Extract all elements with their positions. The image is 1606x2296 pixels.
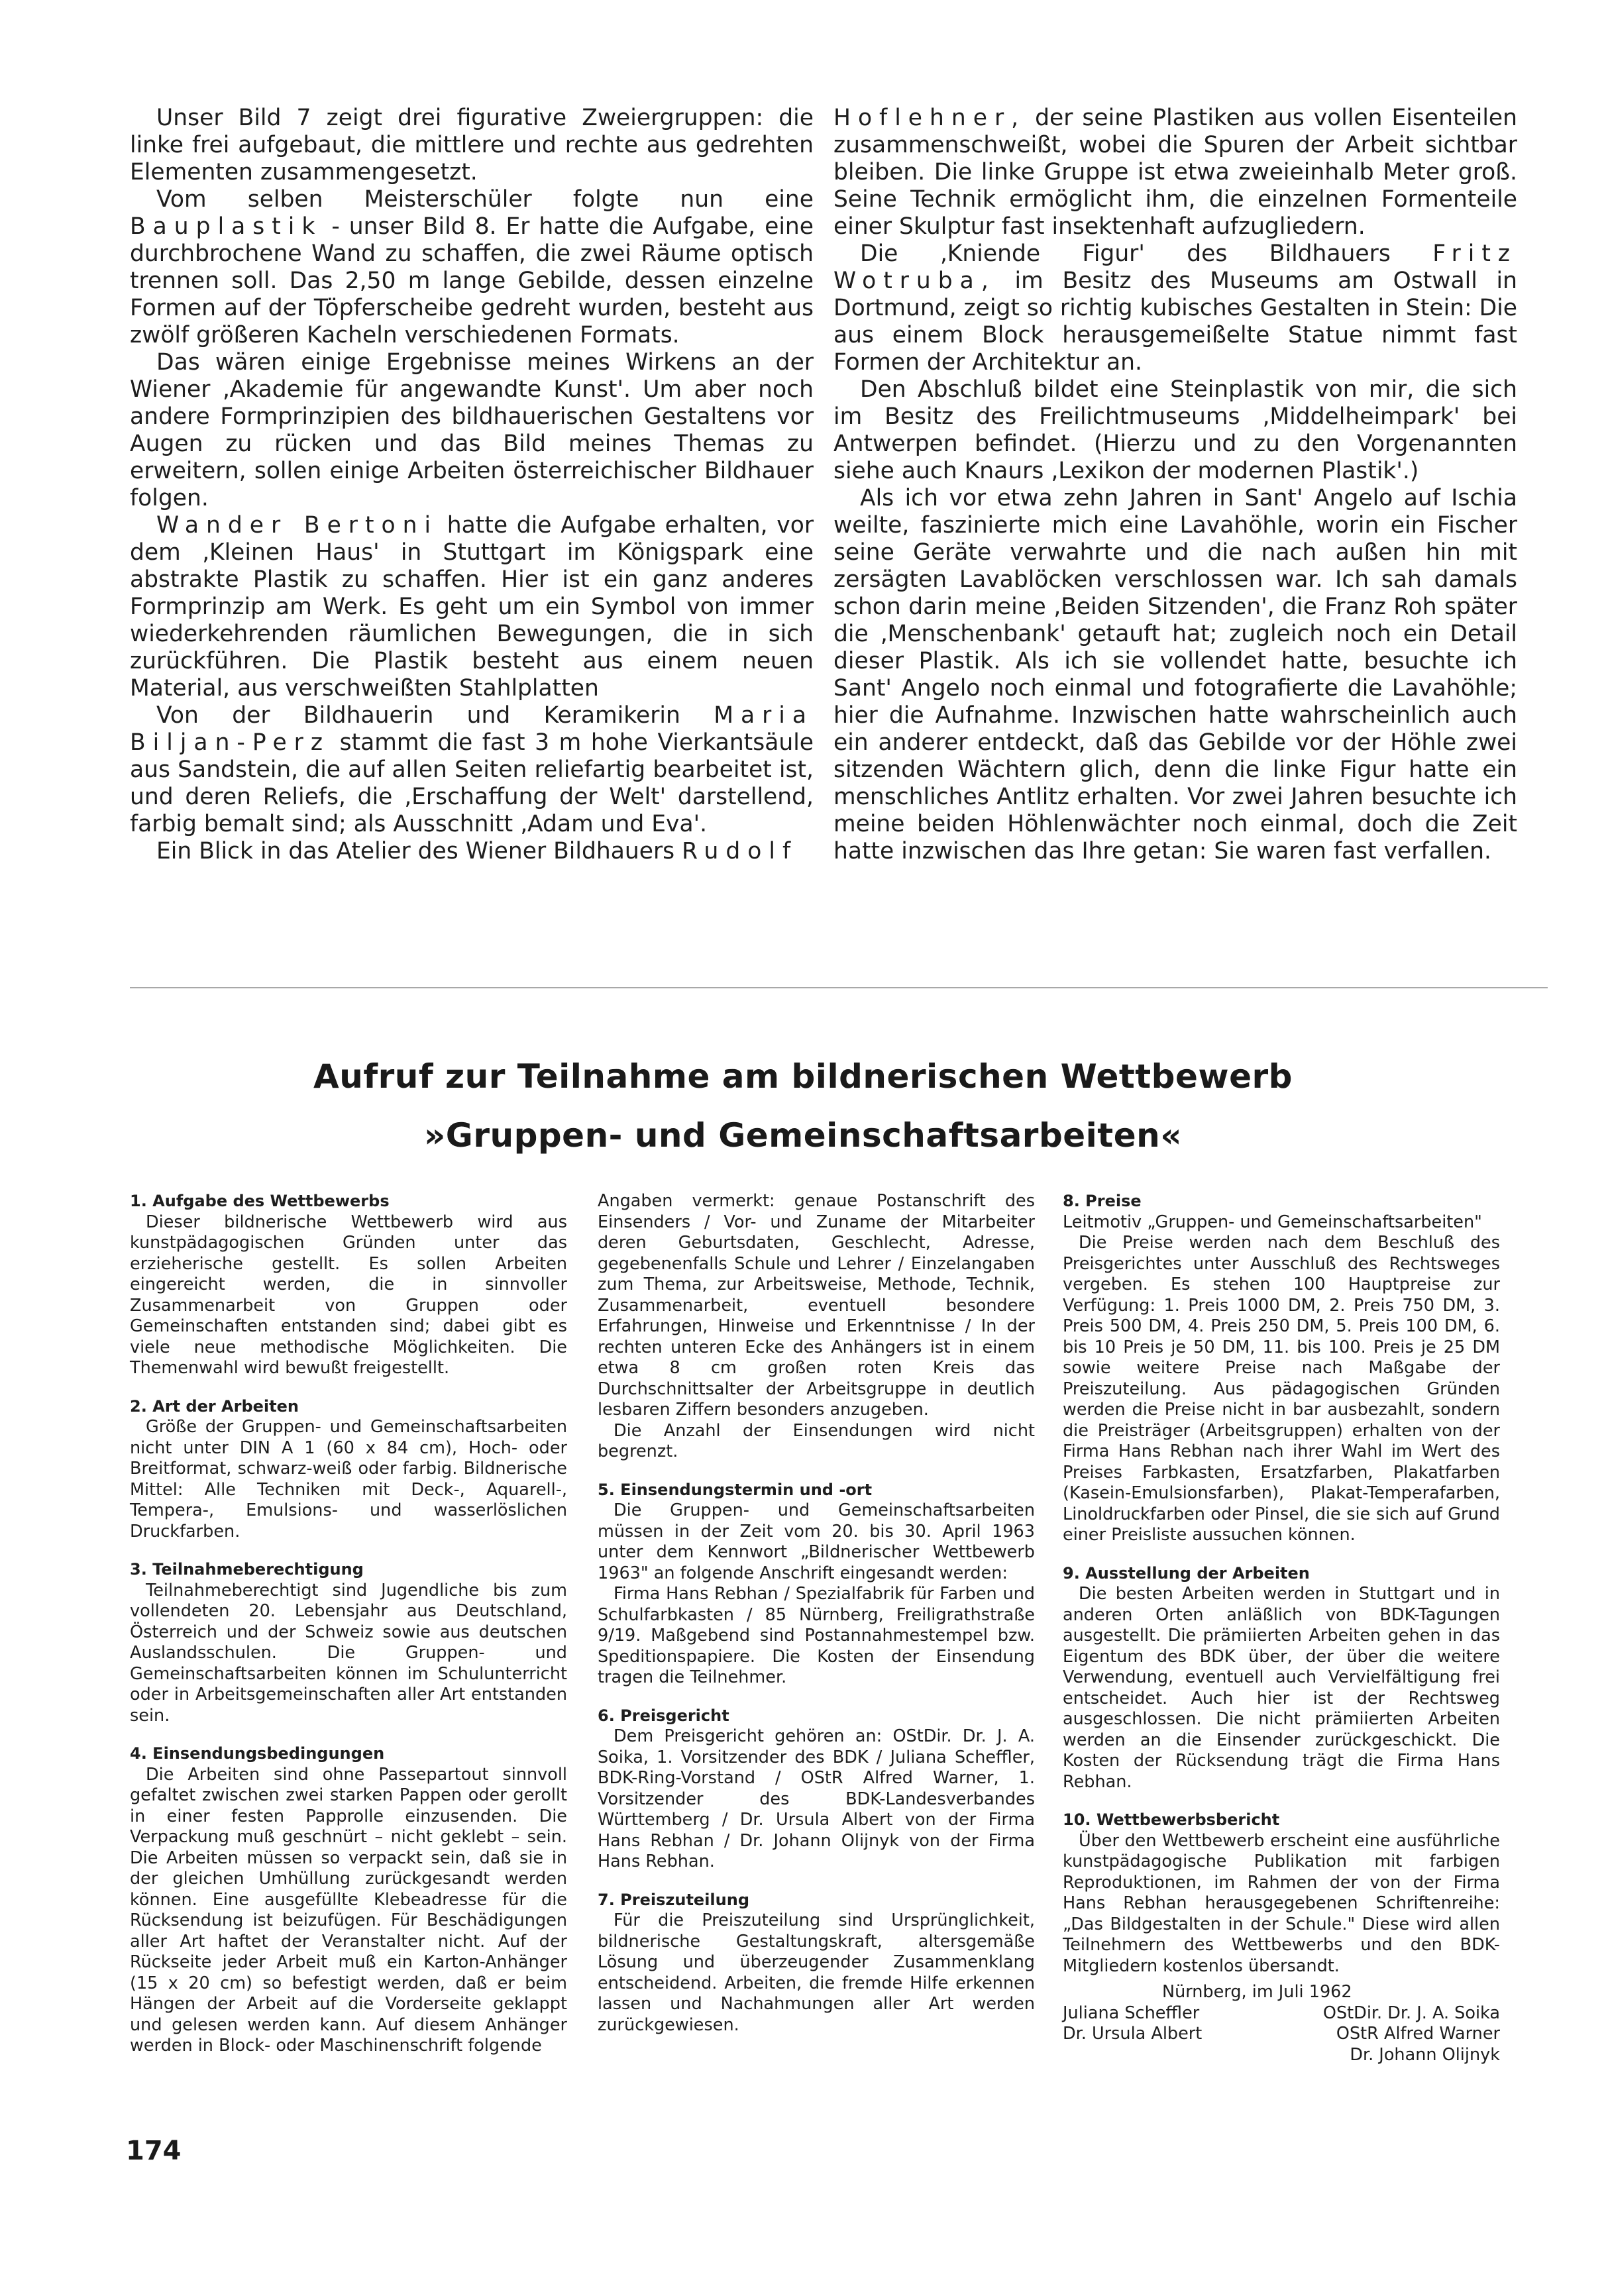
signature-row bbox=[1063, 2003, 1500, 2024]
paragraph: Wander Bertoni hatte die Aufgabe erhalten, vor dem ‚Kleinen Haus' in Stuttgart im Königspark eine abstrakte Plastik zu schaffen. Hier ist ein ganz anderes Formprinzip am Werk. Es geht um ein Symbol von immer wiederkehrenden räumlichen Bewegungen, die in sich zurückführen. Die Plastik besteht aus einem neuen Material, aus verschweißten Stahlplatten bbox=[130, 512, 814, 702]
section-text: Die Preise werden nach dem Beschluß des Preisgerichtes unter Ausschluß des Rechtsweges vergeben. Es stehen 100 Hauptpreise zur Verfügung: 1. Preis 1000 DM, 2. Preis 750 DM, 3. Preis 500 DM, 4. Preis 250 DM, 5. Preis 100 DM, 6. bis 10 Preis je 50 DM, 11. bis 100. Preis je 25 DM sowie weitere Preise nach Maßgabe der Preiszuteilung. Aus pädagogischen Gründen werden die Preise nicht in bar ausbezahlt, sondern die Preisträger (Arbeitsgruppen) erhalten von der Firma Hans Rebhan nach ihrer Wahl im Wert des Preises Farbkasten, Ersatzfarben, Plakatfarben (Kasein-Emulsionsfarben), Plakat-Temperafarben, Linoldruckfarben oder Pinsel, die sie sich auf Grund einer Preisliste aussuchen können. bbox=[1063, 1233, 1500, 1545]
announcement-title: Aufruf zur Teilnahme am bildnerischen Wettbewerb bbox=[313, 1057, 1293, 1096]
signatory: OStR Alfred Warner bbox=[1336, 2024, 1500, 2044]
section-title: 9. Ausstellung der Arbeiten bbox=[1063, 1563, 1310, 1583]
paragraph: Ein Blick in das Atelier des Wiener Bildhauers Rudolf bbox=[156, 838, 798, 864]
section-title: 4. Einsendungsbedingungen bbox=[130, 1744, 385, 1763]
section-title: 1. Aufgabe des Wettbewerbs bbox=[130, 1192, 390, 1210]
section-title: 5. Einsendungstermin und -ort bbox=[598, 1480, 873, 1499]
signatory: Dr. Ursula Albert bbox=[1063, 2024, 1203, 2044]
section-text: Dem Preisgericht gehören an: OStDir. Dr. J. A. Soika, 1. Vorsitzender des BDK / Juliana Scheffler, BDK-Ring-Vorstand / OStR Alfred Warner, 1. Vorsitzender des BDK-Landesverbandes Württemberg / Dr. Ursula Albert von der Firma Hans Rebhan / Dr. Johann Olijnyk von der Firma Hans Rebhan. bbox=[598, 1726, 1035, 1871]
signatory: OStDir. Dr. J. A. Soika bbox=[1322, 2003, 1500, 2023]
section-title: 2. Art der Arbeiten bbox=[130, 1396, 299, 1416]
rules-column-3 bbox=[1063, 1191, 1500, 2065]
section-text: Teilnahmeberechtigt sind Jugendliche bis zum vollendeten 20. Lebensjahr aus Deutschland, Österreich und der Schweiz sowie aus deutschen Auslandsschulen. Die Gruppen- und Gemeinschaftsarbeiten können im Schulunterricht oder in Arbeitsgemeinschaften aller Art entstanden sein. bbox=[130, 1580, 567, 1726]
name-spaced: Wander Bertoni bbox=[156, 512, 439, 539]
name-spaced: Maria Biljan-Perz bbox=[130, 702, 814, 756]
section-title: 3. Teilnahmeberechtigung bbox=[130, 1560, 364, 1579]
section-title: 6. Preisgericht bbox=[598, 1706, 729, 1725]
section-text: Für die Preiszuteilung sind Ursprünglichkeit, bildnerische Gestaltungskraft, altersgemäße Lösung und überzeugender Zusammenklang entscheidend. Arbeiten, die fremde Hilfe erkennen lassen und Nachahmungen aller Art werden zurückgewiesen. bbox=[598, 1910, 1035, 2035]
paragraph: Den Abschluß bildet eine Steinplastik von mir, die sich im Besitz des Freilichtmuseums ‚Middelheimpark' bei Antwerpen befindet. (Hierzu und zu den Vorgenannten siehe auch Knaurs ‚Lexikon der modernen Plastik'.) bbox=[833, 376, 1517, 484]
section-text: Angaben vermerkt: genaue Postanschrift des Einsenders / Vor- und Zuname der Mitarbeiter deren Geburtsdaten, Geschlecht, Adresse, gegebenenfalls Schule und Lehrer / Einzelangaben zum Thema, zur Arbeitsweise, Methode, Technik, Zusammenarbeit, eventuell besondere Erfahrungen, Hinweise und Erkenntnisse / In der rechten unteren Ecke des Anhängers ist in einem etwa 8 cm großen roten Kreis das Durchschnittsalter der Arbeitsgruppe in deutlich lesbaren Ziffern besonders anzugeben. bbox=[598, 1191, 1035, 1420]
page-number: 174 bbox=[126, 2136, 182, 2166]
signature-date: Nürnberg, im Juli 1962 bbox=[1162, 1982, 1352, 2002]
announcement-subtitle: »Gruppen- und Gemeinschaftsarbeiten« bbox=[423, 1116, 1183, 1155]
paragraph: Vom selben Meisterschüler folgte nun eine Bauplastik - unser Bild 8. Er hatte die Aufgabe, eine durchbrochene Wand zu schaffen, die zwei Räume optisch trennen soll. Das 2,50 m lange Gebilde, dessen einzelne Formen auf der Töpferscheibe gedreht wurden, besteht aus zwölf größeren Kacheln verschiedenen Formats. bbox=[130, 186, 814, 348]
article-column-right bbox=[833, 105, 1517, 865]
section-text: Die Gruppen- und Gemeinschaftsarbeiten müssen in der Zeit vom 20. bis 30. April 1963 unter dem Kennwort „Bildnerischer Wettbewerb 1963" an folgende Anschrift eingesandt werden: bbox=[598, 1500, 1035, 1583]
article-column-left bbox=[130, 105, 814, 865]
paragraph: Von der Bildhauerin und Keramikerin Maria Biljan-Perz stammt die fast 3 m hohe Vierkantsäule aus Sandstein, die auf allen Seiten reliefartig bearbeitet ist, und deren Reliefs, die ‚Erschaffung der Welt' darstellend, farbig bemalt sind; als Ausschnitt ‚Adam und Eva'. bbox=[130, 702, 814, 837]
signature-row bbox=[1063, 2045, 1500, 2066]
signatory: Juliana Scheffler bbox=[1063, 2003, 1200, 2023]
section-text: Dieser bildnerische Wettbewerb wird aus kunstpädagogischen Gründen unter das erzieherische gestellt. Es sollen Arbeiten eingereicht werden, die in sinnvoller Zusammenarbeit von Gruppen oder Gemeinschaften entstanden sind; dabei gibt es viele neue methodische Möglichkeiten. Die Themenwahl wird bewußt freigestellt. bbox=[130, 1212, 567, 1378]
section-title: 10. Wettbewerbsbericht bbox=[1063, 1810, 1280, 1829]
name-spaced: Bauplastik bbox=[130, 213, 323, 240]
name-spaced: Rudolf bbox=[682, 838, 798, 864]
signature-row bbox=[1063, 2024, 1500, 2045]
paragraph: Das wären einige Ergebnisse meines Wirkens an der Wiener ‚Akademie für angewandte Kunst'. Um aber noch andere Formprinzipien des bildhauerischen Gestaltens vor Augen zu rücken und das Bild meines Themas zu erweitern, sollen einige Arbeiten österreichischer Bildhauer folgen. bbox=[130, 349, 814, 511]
section-text: Die Arbeiten sind ohne Passepartout sinnvoll gefaltet zwischen zwei starken Pappen oder gerollt in einer festen Papprolle einzusenden. Die Verpackung muß geschnürt – nicht geklebt – sein. Die Arbeiten müssen so verpackt sein, daß sie in der gleichen Umhüllung zurückgesandt werden können. Eine ausgefüllte Klebeadresse für die Rücksendung ist beizufügen. Für Beschädigungen aller Art haftet der Veranstalter nicht. Auf der Rückseite jeder Arbeit muß ein Karton-Anhänger (15 x 20 cm) so befestigt werden, daß er beim Hängen der Arbeit auf die Vorderseite geklappt und gelesen werden kann. Auf diesem Anhänger werden in Block- oder Maschinenschrift folgende bbox=[130, 1764, 567, 2056]
section-title: 8. Preise bbox=[1063, 1192, 1142, 1210]
rules-column-1 bbox=[130, 1191, 567, 2057]
signatory: Dr. Johann Olijnyk bbox=[1350, 2044, 1500, 2065]
section-text: Größe der Gruppen- und Gemeinschaftsarbeiten nicht unter DIN A 1 (60 x 84 cm), Hoch- oder Breitformat, schwarz-weiß oder farbig. Bildnerische Mittel: Alle Techniken mit Deck-, Aquarell-, Tempera-, Emulsions- und wasserlöslichen Druckfarben. bbox=[130, 1417, 567, 1541]
paragraph: Hoflehner, der seine Plastiken aus vollen Eisenteilen zusammenschweißt, wobei die Spuren der Arbeit sichtbar bleiben. Die linke Gruppe ist etwa zweieinhalb Meter groß. Seine Technik ermöglicht ihm, die einzelnen Formenteile einer Skulptur fast insektenhaft aufzugliedern. bbox=[833, 105, 1517, 240]
rules-column-2 bbox=[598, 1191, 1035, 2036]
section-text: Über den Wettbewerb erscheint eine ausführliche kunstpädagogische Publikation mit farbigen Reproduktionen, im Rahmen der von der Firma Hans Rebhan herausgegebenen Schriftenreihe: „Das Bildgestalten in der Schule." Diese wird allen Teilnehmern des Wettbewerbs und den BDK-Mitgliedern kostenlos übersandt. bbox=[1063, 1830, 1500, 1976]
name-spaced: Hoflehner, bbox=[833, 105, 1026, 131]
paragraph: Unser Bild 7 zeigt drei figurative Zweiergruppen: die linke frei aufgebaut, die mittlere und rechte aus gedrehten Elementen zusammengesetzt. bbox=[130, 105, 814, 185]
paragraph: Als ich vor etwa zehn Jahren in Sant' Angelo auf Ischia weilte, faszinierte mich eine Lavahöhle, worin ein Fischer seine Geräte verwahrte und die nach außen hin mit zersägten Lavablöcken verschlossen war. Ich sah damals schon darin meine ‚Beiden Sitzenden', die Franz Roh später die ‚Menschenbank' getauft hat; zugleich noch ein Detail dieser Plastik. Als ich sie vollendet hatte, besuchte ich Sant' Angelo noch einmal und fotografierte die Lavahöhle; hier die Aufnahme. Inzwischen hatte wahrscheinlich auch ein anderer entdeckt, daß das Gebilde vor der Höhle zwei sitzenden Wächtern glich, denn die linke Figur hatte ein menschliches Antlitz erhalten. Vor zwei Jahren besuchte ich meine beiden Höhlenwächter noch einmal, doch die Zeit hatte inzwischen das Ihre getan: Sie waren fast verfallen. bbox=[833, 485, 1517, 864]
section-text: Leitmotiv „Gruppen- und Gemeinschaftsarbeiten" bbox=[1063, 1212, 1482, 1232]
section-title: 7. Preiszuteilung bbox=[598, 1890, 749, 1909]
section-text: Firma Hans Rebhan / Spezialfabrik für Farben und Schulfarbkasten / 85 Nürnberg, Freiligrathstraße 9/19. Maßgebend sind Postannahmestempel bzw. Speditionspapiere. Die Kosten der Einsendung tragen die Teilnehmer. bbox=[598, 1584, 1035, 1687]
name-spaced: Fritz Wotruba, bbox=[833, 240, 1517, 294]
divider-rule bbox=[130, 987, 1548, 988]
paragraph: Die ‚Kniende Figur' des Bildhauers Fritz Wotruba, im Besitz des Museums am Ostwall in Dortmund, zeigt so richtig kubisches Gestalten in Stein: Die aus einem Block herausgemeißelte Statue nimmt fast Formen der Architektur an. bbox=[833, 240, 1518, 376]
section-text: Die Anzahl der Einsendungen wird nicht begrenzt. bbox=[598, 1420, 1035, 1461]
section-text: Die besten Arbeiten werden in Stuttgart und in anderen Orten anläßlich von BDK-Tagungen ausgestellt. Die prämiierten Arbeiten gehen in das Eigentum des BDK über, der über die weitere Verwendung, eventuell auch Vervielfältigung frei entscheidet. Auch hier ist der Rechtsweg ausgeschlossen. Die nicht prämiierten Arbeiten werden an die Einsender zurückgeschickt. Die Kosten der Rücksendung trägt die Firma Hans Rebhan. bbox=[1063, 1584, 1500, 1792]
